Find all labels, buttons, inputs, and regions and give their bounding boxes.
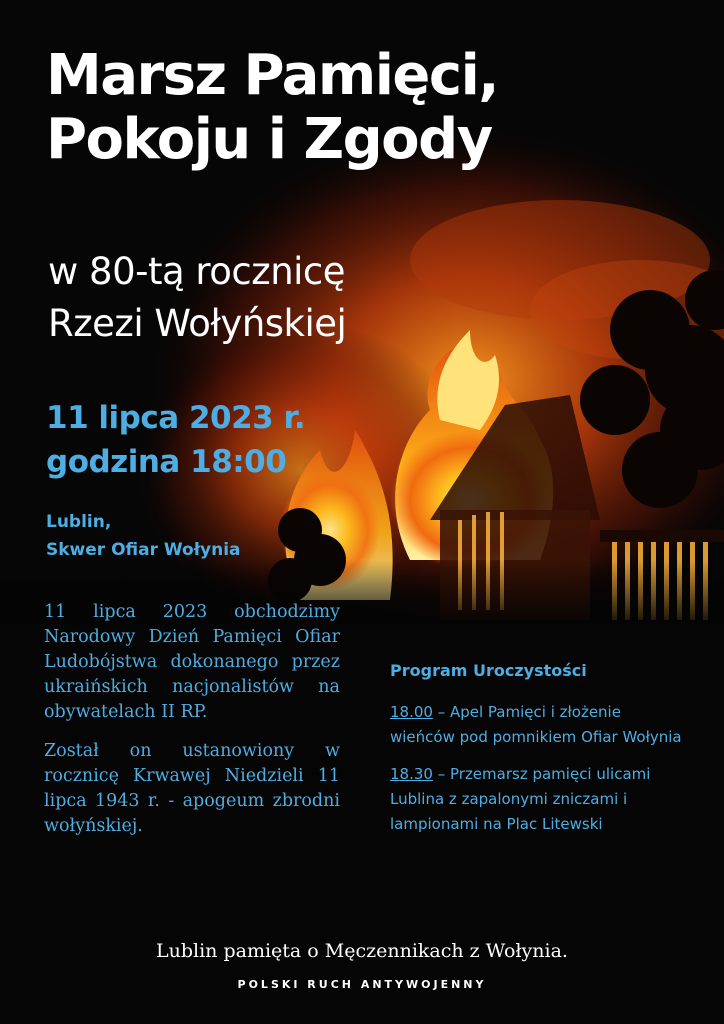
description-paragraph-1: 11 lipca 2023 obchodzimy Narodowy Dzień Pamięci Ofiar Ludobójstwa dokonanego przez ukraińskich nacjonalistów na obywatelach II RP.: [44, 602, 340, 722]
subtitle-line-2: Rzezi Wołyńskiej: [48, 302, 347, 345]
poster-subtitle: [48, 246, 346, 350]
program-item-text: – Przemarsz pamięci ulicami Lublina z zapalonymi zniczami i lampionami na Plac Litewski: [390, 765, 651, 833]
program-title: Program Uroczystości: [390, 661, 587, 680]
subtitle-line-1: w 80-tą rocznicę: [48, 250, 346, 293]
program-item-time: 18.30: [390, 765, 433, 783]
event-time: godzina 18:00: [46, 444, 287, 480]
event-location: [46, 508, 241, 564]
program-section: [390, 660, 690, 849]
event-city: Lublin,: [46, 512, 112, 532]
event-date: 11 lipca 2023 r.: [46, 400, 306, 436]
title-line-1: Marsz Pamięci,: [46, 43, 499, 108]
program-item: [390, 700, 690, 750]
footer-tagline: Lublin pamięta o Męczennikach z Wołynia.: [156, 940, 568, 962]
program-item: [390, 762, 690, 837]
event-datetime: [46, 396, 305, 484]
description: [44, 600, 340, 853]
poster-title: [46, 44, 498, 172]
title-line-2: Pokoju i Zgody: [46, 107, 492, 172]
event-place: Skwer Ofiar Wołynia: [46, 540, 241, 560]
organization-name: POLSKI RUCH ANTYWOJENNY: [237, 978, 487, 991]
program-item-time: 18.00: [390, 703, 433, 721]
description-paragraph-2: Został on ustanowiony w rocznicę Krwawej Niedzieli 11 lipca 1943 r. - apogeum zbrodni wołyńskiej.: [44, 741, 340, 836]
program-item-text: – Apel Pamięci i złożenie wieńców pod pomnikiem Ofiar Wołynia: [390, 703, 682, 746]
